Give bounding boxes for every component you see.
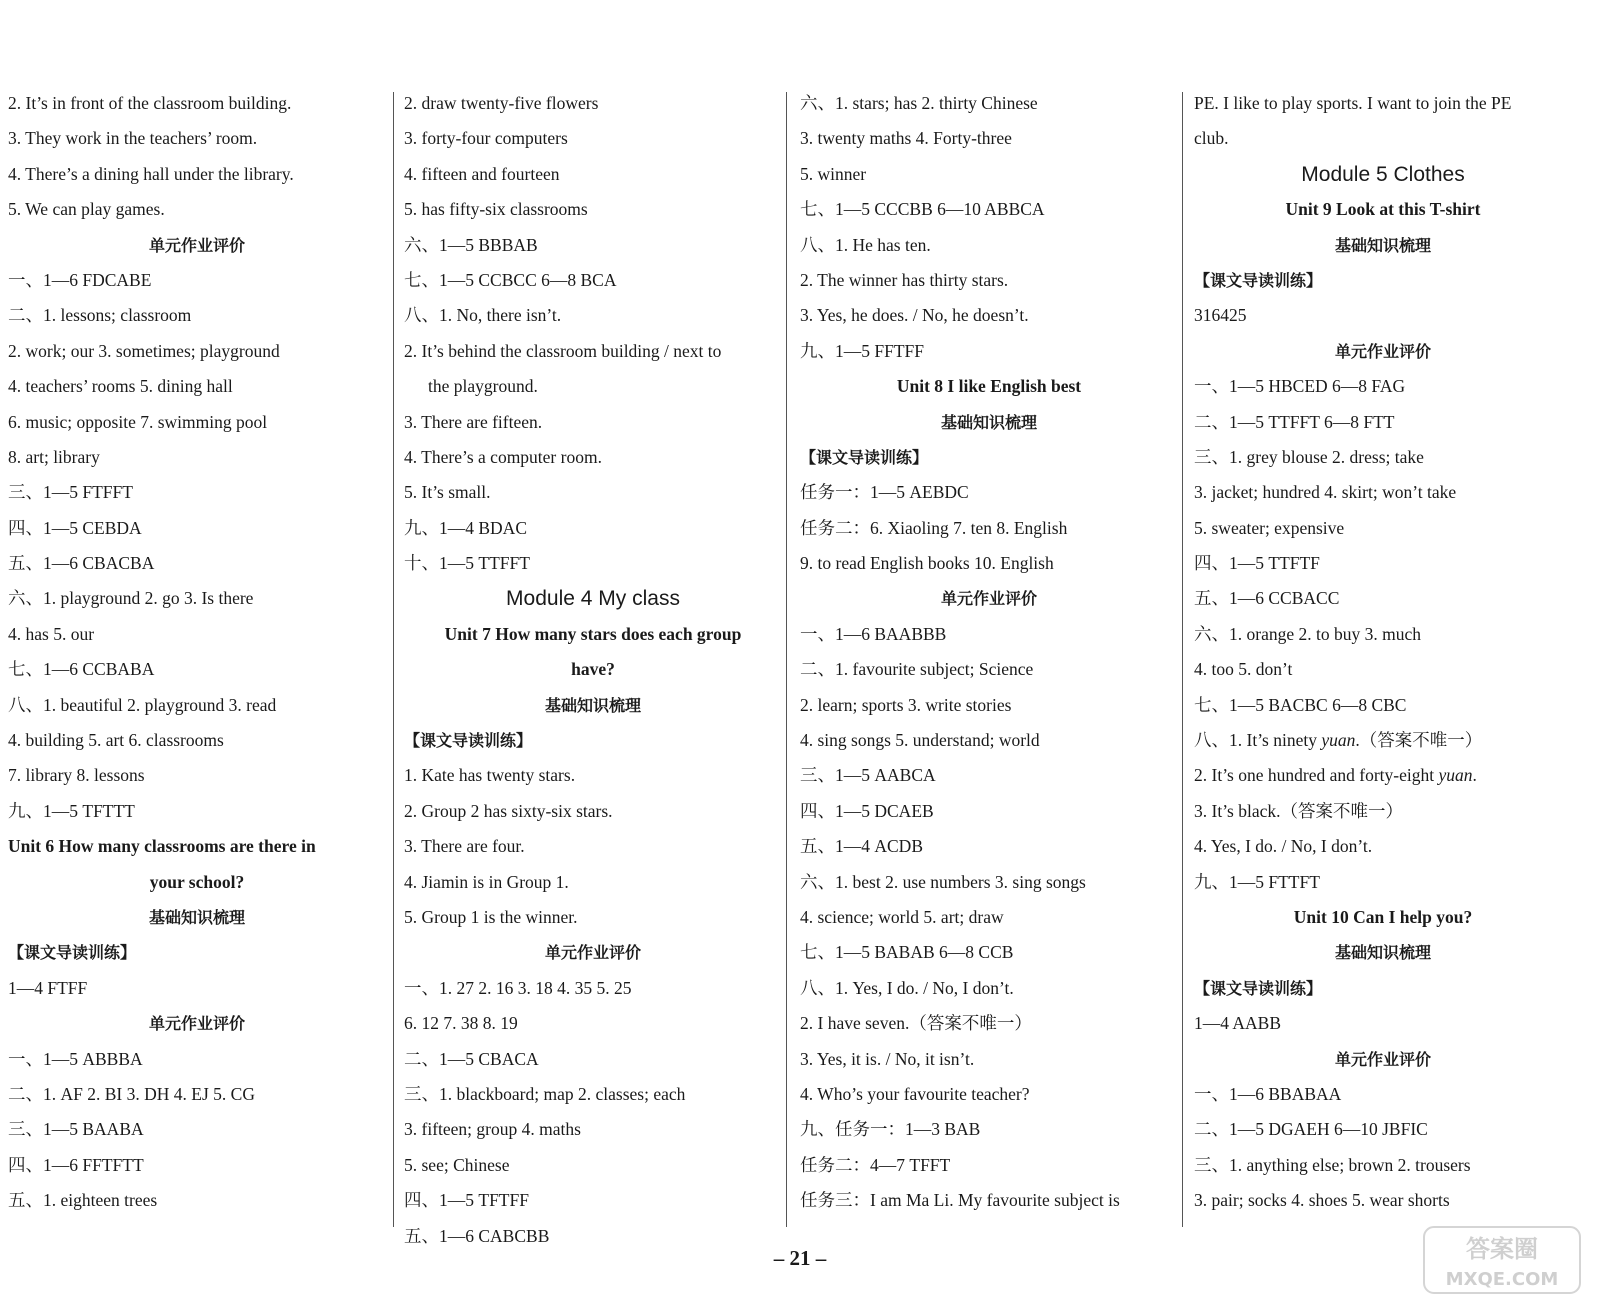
answer-line: 1—4 FTFF bbox=[8, 977, 88, 998]
answer-line: 4. There’s a computer room. bbox=[404, 446, 602, 467]
answer-column-2 bbox=[404, 86, 782, 1254]
answer-line: 5. has fifty-six classrooms bbox=[404, 199, 588, 220]
answer-line: 4. science; world 5. art; draw bbox=[800, 906, 1004, 927]
answer-line: 2. It’s behind the classroom building / next to bbox=[404, 340, 722, 361]
answer-line: 二、1—5 TTFFT 6—8 FTT bbox=[1194, 411, 1395, 432]
section-heading: 基础知识梳理 bbox=[544, 695, 641, 715]
answer-line: 4. has 5. our bbox=[8, 623, 95, 644]
answer-line: 3. There are fifteen. bbox=[404, 411, 543, 432]
answer-line: 四、1—5 DCAEB bbox=[800, 800, 934, 821]
answer-line: 九、1—5 TFTTT bbox=[8, 800, 135, 821]
answer-line: 六、1. stars; has 2. thirty Chinese bbox=[800, 93, 1038, 113]
answer-line: 4. teachers’ rooms 5. dining hall bbox=[8, 376, 233, 397]
column-divider bbox=[786, 92, 787, 1227]
answer-line: 3. forty-four computers bbox=[404, 128, 568, 149]
answer-line: 3. They work in the teachers’ room. bbox=[8, 128, 258, 149]
unit-title: your school? bbox=[149, 871, 245, 892]
answer-line: 5. winner bbox=[800, 163, 867, 184]
answer-line: 4. There’s a dining hall under the library. bbox=[8, 163, 294, 184]
answer-line: 2. learn; sports 3. write stories bbox=[800, 694, 1012, 715]
answer-line: 八、1. He has ten. bbox=[800, 234, 931, 255]
answer-line: 任务二：6. Xiaoling 7. ten 8. English bbox=[800, 517, 1068, 538]
answer-line: 六、1. orange 2. to buy 3. much bbox=[1194, 623, 1421, 644]
section-heading: 【课文导读训练】 bbox=[8, 943, 137, 963]
answer-line: 6. 12 7. 38 8. 19 bbox=[404, 1013, 518, 1034]
answer-line: 四、1—5 TTFTF bbox=[1194, 553, 1320, 574]
section-heading: 基础知识梳理 bbox=[940, 412, 1037, 432]
section-heading: 单元作业评价 bbox=[148, 1014, 245, 1034]
answer-line: club. bbox=[1194, 128, 1229, 149]
section-heading: 单元作业评价 bbox=[940, 589, 1037, 609]
answer-line: 6. music; opposite 7. swimming pool bbox=[8, 411, 268, 432]
answer-line: 七、1—5 BACBC 6—8 CBC bbox=[1194, 694, 1407, 715]
section-heading: 基础知识梳理 bbox=[1334, 943, 1431, 963]
answer-line: 九、1—4 BDAC bbox=[404, 517, 527, 538]
answer-line: 4. Jiamin is in Group 1. bbox=[404, 871, 569, 892]
answer-line: 八、1. It’s ninety yuan.（答案不唯一） bbox=[1194, 730, 1483, 751]
answer-line: 七、1—5 CCBCC 6—8 BCA bbox=[404, 269, 617, 290]
unit-title: Unit 6 How many classrooms are there in bbox=[8, 836, 316, 857]
answer-line: 5. It’s small. bbox=[404, 482, 491, 503]
module-title: Module 5 Clothes bbox=[1301, 162, 1465, 186]
column-divider bbox=[1182, 92, 1183, 1227]
answer-line: 2. work; our 3. sometimes; playground bbox=[8, 340, 280, 361]
answer-line: 3. Yes, it is. / No, it isn’t. bbox=[800, 1048, 975, 1069]
answer-line: 七、1—5 BABAB 6—8 CCB bbox=[800, 942, 1014, 963]
answer-line: 九、1—5 FTTFT bbox=[1194, 871, 1320, 892]
answer-line: 四、1—6 FFTFTT bbox=[8, 1154, 144, 1175]
answer-line: 八、1. beautiful 2. playground 3. read bbox=[8, 694, 277, 715]
unit-title: Unit 10 Can I help you? bbox=[1293, 906, 1473, 927]
answer-line: 六、1. playground 2. go 3. Is there bbox=[8, 588, 254, 609]
answer-line: 2. draw twenty-five flowers bbox=[404, 93, 599, 113]
watermark-logo bbox=[1422, 1225, 1582, 1295]
answer-line: 九、1—5 FFTFF bbox=[800, 340, 924, 361]
section-heading: 基础知识梳理 bbox=[148, 907, 245, 927]
answer-line: 8. art; library bbox=[8, 446, 100, 467]
answer-line: 三、1. blackboard; map 2. classes; each bbox=[404, 1083, 686, 1104]
answer-line: 2. I have seven.（答案不唯一） bbox=[800, 1013, 1032, 1034]
answer-line: 三、1—5 FTFFT bbox=[8, 482, 133, 503]
answer-line: 三、1. anything else; brown 2. trousers bbox=[1194, 1154, 1471, 1175]
answer-line: 5. see; Chinese bbox=[404, 1154, 510, 1175]
watermark-bottom-text: MXQE.COM bbox=[1445, 1269, 1559, 1290]
unit-title: Unit 8 I like English best bbox=[896, 376, 1082, 397]
section-heading: 【课文导读训练】 bbox=[800, 447, 929, 467]
answer-line: 任务二：4—7 TFFT bbox=[800, 1154, 951, 1175]
unit-title: Unit 9 Look at this T-shirt bbox=[1285, 199, 1481, 220]
answer-line: 四、1—5 TFTFF bbox=[404, 1190, 529, 1211]
answer-column-1 bbox=[8, 86, 386, 1219]
answer-line: 3. There are four. bbox=[404, 836, 525, 857]
answer-line: 六、1—5 BBBAB bbox=[404, 234, 538, 255]
section-heading: 【课文导读训练】 bbox=[1194, 978, 1323, 998]
answer-line: 2. It’s in front of the classroom building. bbox=[8, 93, 292, 113]
answer-line: 五、1—6 CCBACC bbox=[1194, 588, 1340, 609]
section-heading: 单元作业评价 bbox=[1334, 341, 1431, 361]
answer-line: 9. to read English books 10. English bbox=[800, 553, 1054, 574]
answer-line: 七、1—5 CCCBB 6—10 ABBCA bbox=[800, 199, 1045, 220]
answer-line: 一、1—6 FDCABE bbox=[8, 269, 152, 290]
answer-line: 5. Group 1 is the winner. bbox=[404, 906, 578, 927]
answer-line: 二、1. AF 2. BI 3. DH 4. EJ 5. CG bbox=[8, 1083, 255, 1104]
answer-line: 2. It’s one hundred and forty-eight yuan. bbox=[1194, 765, 1477, 786]
answer-line: 八、1. Yes, I do. / No, I don’t. bbox=[800, 977, 1014, 998]
answer-line: 十、1—5 TTFFT bbox=[404, 553, 530, 574]
answer-line: 7. library 8. lessons bbox=[8, 765, 145, 786]
section-heading: 单元作业评价 bbox=[544, 943, 641, 963]
answer-line: PE. I like to play sports. I want to join the PE bbox=[1194, 93, 1512, 113]
answer-line: 4. too 5. don’t bbox=[1194, 659, 1293, 680]
answer-line: 四、1—5 CEBDA bbox=[8, 517, 142, 538]
answer-line: 4. fifteen and fourteen bbox=[404, 163, 560, 184]
answer-line: 4. Who’s your favourite teacher? bbox=[800, 1083, 1030, 1104]
answer-line: 六、1. best 2. use numbers 3. sing songs bbox=[800, 871, 1086, 892]
watermark-top-text: 答案圈 bbox=[1466, 1235, 1538, 1263]
answer-line: 5. We can play games. bbox=[8, 199, 165, 220]
answer-column-4 bbox=[1194, 86, 1572, 1219]
answer-line: 二、1. favourite subject; Science bbox=[800, 659, 1034, 680]
column-divider bbox=[393, 92, 394, 1227]
section-heading: 单元作业评价 bbox=[1334, 1049, 1431, 1069]
answer-line: 3. jacket; hundred 4. skirt; won’t take bbox=[1194, 482, 1457, 503]
section-heading: 单元作业评价 bbox=[148, 235, 245, 255]
answer-column-3 bbox=[800, 86, 1178, 1219]
answer-line: 4. building 5. art 6. classrooms bbox=[8, 730, 224, 751]
answer-line: 九、任务一：1—3 BAB bbox=[800, 1119, 981, 1140]
answer-line: 五、1—6 CABCBB bbox=[404, 1225, 550, 1246]
section-heading: 【课文导读训练】 bbox=[1194, 270, 1323, 290]
answer-line: 二、1—5 CBACA bbox=[404, 1048, 539, 1069]
unit-title: Unit 7 How many stars does each group bbox=[444, 623, 742, 644]
answer-line: 八、1. No, there isn’t. bbox=[404, 305, 562, 326]
answer-line: 1—4 AABB bbox=[1194, 1013, 1282, 1034]
answer-line: 一、1. 27 2. 16 3. 18 4. 35 5. 25 bbox=[404, 977, 632, 998]
module-title: Module 4 My class bbox=[506, 587, 680, 611]
answer-line: 一、1—5 HBCED 6—8 FAG bbox=[1194, 376, 1406, 397]
answer-line: the playground. bbox=[428, 376, 538, 397]
answer-line: 五、1—6 CBACBA bbox=[8, 553, 155, 574]
answer-line: 2. The winner has thirty stars. bbox=[800, 269, 1009, 290]
answer-line: 3. Yes, he does. / No, he doesn’t. bbox=[800, 305, 1029, 326]
answer-line: 三、1—5 AABCA bbox=[800, 765, 936, 786]
answer-line: 五、1. eighteen trees bbox=[8, 1190, 158, 1211]
answer-line: 4. Yes, I do. / No, I don’t. bbox=[1194, 836, 1373, 857]
page-number: – 21 – bbox=[773, 1246, 827, 1270]
answer-line: 七、1—6 CCBABA bbox=[8, 659, 155, 680]
answer-line: 2. Group 2 has sixty-six stars. bbox=[404, 800, 613, 821]
unit-title: have? bbox=[571, 659, 615, 680]
answer-line: 二、1—5 DGAEH 6—10 JBFIC bbox=[1194, 1119, 1428, 1140]
answer-line: 1. Kate has twenty stars. bbox=[404, 765, 576, 786]
answer-line: 316425 bbox=[1194, 305, 1247, 326]
answer-line: 一、1—5 ABBBA bbox=[8, 1048, 143, 1069]
answer-line: 3. pair; socks 4. shoes 5. wear shorts bbox=[1194, 1190, 1450, 1211]
answer-line: 三、1—5 BAABA bbox=[8, 1119, 144, 1140]
answer-line: 一、1—6 BAABBB bbox=[800, 623, 947, 644]
section-heading: 【课文导读训练】 bbox=[404, 731, 533, 751]
answer-line: 任务一：1—5 AEBDC bbox=[800, 482, 969, 503]
answer-line: 5. sweater; expensive bbox=[1194, 517, 1345, 538]
answer-line: 3. fifteen; group 4. maths bbox=[404, 1119, 581, 1140]
answer-line: 三、1. grey blouse 2. dress; take bbox=[1194, 446, 1424, 467]
answer-line: 3. It’s black.（答案不唯一） bbox=[1194, 800, 1404, 821]
answer-line: 4. sing songs 5. understand; world bbox=[800, 730, 1040, 751]
answer-line: 任务三：I am Ma Li. My favourite subject is bbox=[800, 1190, 1120, 1211]
answer-line: 五、1—4 ACDB bbox=[800, 836, 923, 857]
answer-line: 二、1. lessons; classroom bbox=[8, 305, 192, 326]
section-heading: 基础知识梳理 bbox=[1334, 235, 1431, 255]
answer-line: 一、1—6 BBABAA bbox=[1194, 1083, 1342, 1104]
answer-line: 3. twenty maths 4. Forty-three bbox=[800, 128, 1012, 149]
